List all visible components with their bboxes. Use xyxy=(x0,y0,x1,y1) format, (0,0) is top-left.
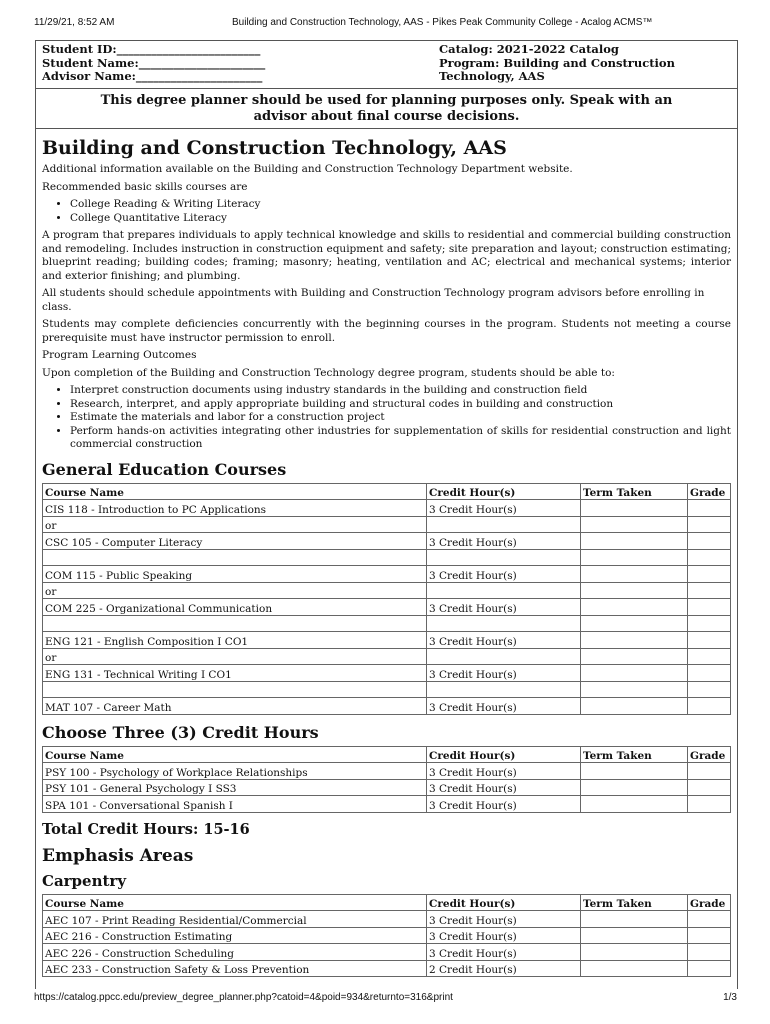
degree-planner xyxy=(35,40,738,989)
credit-hours-cell: 3 Credit Hour(s) xyxy=(427,779,581,796)
list-item: • Estimate the materials and labor for a construction project xyxy=(70,411,731,425)
credit-hours-cell: 3 Credit Hour(s) xyxy=(427,533,581,550)
grade-cell[interactable] xyxy=(688,927,731,944)
term-taken-cell[interactable] xyxy=(581,516,688,533)
credit-hours-cell: 2 Credit Hour(s) xyxy=(427,960,581,977)
term-taken-cell[interactable] xyxy=(581,698,688,715)
term-taken-cell[interactable] xyxy=(581,960,688,977)
table-row xyxy=(43,960,731,977)
student-name-field: Student Name:______________________ xyxy=(42,55,266,70)
carpentry-table xyxy=(42,894,731,978)
table-row xyxy=(43,615,731,632)
outcomes-heading: Program Learning Outcomes xyxy=(42,349,197,361)
credit-hours-cell: 3 Credit Hour(s) xyxy=(427,763,581,780)
course-name-cell: ENG 121 - English Composition I CO1 xyxy=(43,632,427,649)
course-name-cell: AEC 107 - Print Reading Residential/Commercial xyxy=(43,911,427,928)
col-credit-hours: Credit Hour(s) xyxy=(427,746,581,763)
credit-hours-cell: 3 Credit Hour(s) xyxy=(427,632,581,649)
advisor-name-field: Advisor Name:______________________ xyxy=(42,69,263,83)
list-item: • Interpret construction documents using industry standards in the building and construction field xyxy=(70,384,731,398)
print-title: Building and Construction Technology, AAS - Pikes Peak Community College - Acalog ACMS™ xyxy=(232,17,653,28)
table-row xyxy=(43,911,731,928)
course-name-cell: AEC 216 - Construction Estimating xyxy=(43,927,427,944)
emphasis-heading: Emphasis Areas xyxy=(42,845,194,866)
program-description: A program that prepares individuals to apply technical knowledge and skills to residential and commercial building construction and remodeling. Includes instruction in construction equipment and safety; site preparation and layout; construction estimating; blueprint reading; building codes; framing; masonry; heating, ventilation and AC; electrical and mechanical systems; interior and exterior finishing; and plumbing. xyxy=(42,229,731,282)
credit-hours-cell: 3 Credit Hour(s) xyxy=(427,698,581,715)
col-course-name: Course Name xyxy=(43,746,427,763)
list-item: • Research, interpret, and apply appropriate building and structural codes in building and construction xyxy=(70,398,731,412)
credit-hours-cell: 3 Credit Hour(s) xyxy=(427,911,581,928)
col-term-taken: Term Taken xyxy=(581,746,688,763)
course-name-cell: MAT 107 - Career Math xyxy=(43,698,427,715)
credit-hours-cell: 3 Credit Hour(s) xyxy=(427,796,581,813)
choose-three-heading: Choose Three (3) Credit Hours xyxy=(42,722,319,742)
grade-cell[interactable] xyxy=(688,500,731,517)
outcomes-intro: Upon completion of the Building and Construction Technology degree program, students should be able to: xyxy=(42,366,615,379)
grade-cell[interactable] xyxy=(688,582,731,599)
credit-hours-cell: 3 Credit Hour(s) xyxy=(427,944,581,961)
grade-cell[interactable] xyxy=(688,796,731,813)
grade-cell[interactable] xyxy=(688,566,731,583)
page-url: https://catalog.ppcc.edu/preview_degree_planner.php?catoid=4&poid=934&returnto=316&print xyxy=(34,992,453,1003)
credit-hours-cell xyxy=(427,582,581,599)
credit-hours-cell: 3 Credit Hour(s) xyxy=(427,927,581,944)
table-row xyxy=(43,549,731,566)
program-content xyxy=(36,129,737,977)
credit-hours-cell: 3 Credit Hour(s) xyxy=(427,566,581,583)
course-name-cell xyxy=(43,549,427,566)
gen-ed-heading: General Education Courses xyxy=(42,459,287,479)
grade-cell[interactable] xyxy=(688,911,731,928)
table-row xyxy=(43,927,731,944)
basic-skills-list xyxy=(42,198,731,225)
course-name-cell xyxy=(43,681,427,698)
list-item: • College Reading & Writing Literacy xyxy=(70,198,731,212)
catalog-label: Catalog: 2021-2022 Catalog xyxy=(439,42,619,56)
credit-hours-cell xyxy=(427,648,581,665)
table-row xyxy=(43,500,731,517)
course-name-cell: or xyxy=(43,516,427,533)
grade-cell[interactable] xyxy=(688,763,731,780)
term-taken-cell[interactable] xyxy=(581,911,688,928)
col-grade: Grade xyxy=(688,746,731,763)
term-taken-cell[interactable] xyxy=(581,648,688,665)
course-name-cell: AEC 226 - Construction Scheduling xyxy=(43,944,427,961)
table-row xyxy=(43,599,731,616)
grade-cell[interactable] xyxy=(688,615,731,632)
carpentry-heading: Carpentry xyxy=(42,871,127,890)
table-row xyxy=(43,779,731,796)
term-taken-cell[interactable] xyxy=(581,681,688,698)
print-header xyxy=(0,0,770,40)
grade-cell[interactable] xyxy=(688,960,731,977)
col-term-taken: Term Taken xyxy=(581,894,688,911)
course-name-cell: CSC 105 - Computer Literacy xyxy=(43,533,427,550)
course-name-cell: or xyxy=(43,582,427,599)
term-taken-cell[interactable] xyxy=(581,566,688,583)
term-taken-cell[interactable] xyxy=(581,796,688,813)
planner-notice: This degree planner should be used for planning purposes only. Speak with an advisor about final course decisions. xyxy=(36,89,737,129)
term-taken-cell[interactable] xyxy=(581,944,688,961)
table-row xyxy=(43,698,731,715)
choose-three-table xyxy=(42,746,731,813)
credit-hours-cell xyxy=(427,516,581,533)
appointments-note: All students should schedule appointments with Building and Construction Technology program advisors before enrolling in class. xyxy=(42,287,705,313)
term-taken-cell[interactable] xyxy=(581,582,688,599)
table-row xyxy=(43,648,731,665)
credit-hours-cell: 3 Credit Hour(s) xyxy=(427,665,581,682)
course-name-cell: or xyxy=(43,648,427,665)
print-datetime: 11/29/21, 8:52 AM xyxy=(34,17,115,28)
table-row xyxy=(43,582,731,599)
term-taken-cell[interactable] xyxy=(581,927,688,944)
col-credit-hours: Credit Hour(s) xyxy=(427,894,581,911)
table-row xyxy=(43,763,731,780)
grade-cell[interactable] xyxy=(688,698,731,715)
grade-cell[interactable] xyxy=(688,533,731,550)
print-footer xyxy=(0,990,770,1010)
col-grade: Grade xyxy=(688,483,731,500)
grade-cell[interactable] xyxy=(688,516,731,533)
course-name-cell: COM 225 - Organizational Communication xyxy=(43,599,427,616)
table-row xyxy=(43,533,731,550)
grade-cell[interactable] xyxy=(688,632,731,649)
grade-cell[interactable] xyxy=(688,648,731,665)
student-id-field: Student ID:_________________________ xyxy=(42,42,261,56)
table-row xyxy=(43,566,731,583)
course-name-cell: COM 115 - Public Speaking xyxy=(43,566,427,583)
program-title: Building and Construction Technology, AAS xyxy=(42,137,507,159)
term-taken-cell[interactable] xyxy=(581,665,688,682)
term-taken-cell[interactable] xyxy=(581,615,688,632)
grade-cell[interactable] xyxy=(688,944,731,961)
term-taken-cell[interactable] xyxy=(581,632,688,649)
deficiencies-note: Students may complete deficiencies concurrently with the beginning courses in the program. Students not meeting a course prerequisite must have instructor permission to enroll. xyxy=(42,318,731,344)
credit-hours-cell: 3 Credit Hour(s) xyxy=(427,599,581,616)
table-row xyxy=(43,796,731,813)
course-name-cell: CIS 118 - Introduction to PC Applications xyxy=(43,500,427,517)
table-row xyxy=(43,516,731,533)
col-grade: Grade xyxy=(688,894,731,911)
table-row xyxy=(43,681,731,698)
term-taken-cell[interactable] xyxy=(581,779,688,796)
additional-info: Additional information available on the Building and Construction Technology Department website. xyxy=(42,163,573,175)
grade-cell[interactable] xyxy=(688,549,731,566)
student-info-box xyxy=(36,41,737,89)
course-name-cell: PSY 101 - General Psychology I SS3 xyxy=(43,779,427,796)
col-course-name: Course Name xyxy=(43,894,427,911)
course-name-cell: ENG 131 - Technical Writing I CO1 xyxy=(43,665,427,682)
list-item: • Perform hands-on activities integrating other industries for supplementation of skills for residential construction and light commercial construction xyxy=(70,425,731,452)
col-credit-hours: Credit Hour(s) xyxy=(427,483,581,500)
grade-cell[interactable] xyxy=(688,599,731,616)
course-name-cell: PSY 100 - Psychology of Workplace Relationships xyxy=(43,763,427,780)
col-term-taken: Term Taken xyxy=(581,483,688,500)
credit-hours-cell: 3 Credit Hour(s) xyxy=(427,500,581,517)
grade-cell[interactable] xyxy=(688,665,731,682)
page-number: 1/3 xyxy=(723,992,737,1003)
course-name-cell xyxy=(43,615,427,632)
gen-ed-table xyxy=(42,483,731,715)
total-credit-hours: Total Credit Hours: 15-16 xyxy=(42,820,250,838)
grade-cell[interactable] xyxy=(688,779,731,796)
table-row xyxy=(43,665,731,682)
list-item: • College Quantitative Literacy xyxy=(70,212,731,226)
grade-cell[interactable] xyxy=(688,681,731,698)
table-row xyxy=(43,944,731,961)
term-taken-cell[interactable] xyxy=(581,533,688,550)
basic-skills-intro: Recommended basic skills courses are xyxy=(42,180,248,193)
term-taken-cell[interactable] xyxy=(581,599,688,616)
term-taken-cell[interactable] xyxy=(581,549,688,566)
outcomes-list xyxy=(42,384,731,452)
col-course-name: Course Name xyxy=(43,483,427,500)
credit-hours-cell xyxy=(427,549,581,566)
program-label: Program: Building and Construction Technology, AAS xyxy=(439,55,675,83)
table-row xyxy=(43,632,731,649)
credit-hours-cell xyxy=(427,681,581,698)
term-taken-cell[interactable] xyxy=(581,763,688,780)
course-name-cell: AEC 233 - Construction Safety & Loss Prevention xyxy=(43,960,427,977)
course-name-cell: SPA 101 - Conversational Spanish I xyxy=(43,796,427,813)
term-taken-cell[interactable] xyxy=(581,500,688,517)
credit-hours-cell xyxy=(427,615,581,632)
